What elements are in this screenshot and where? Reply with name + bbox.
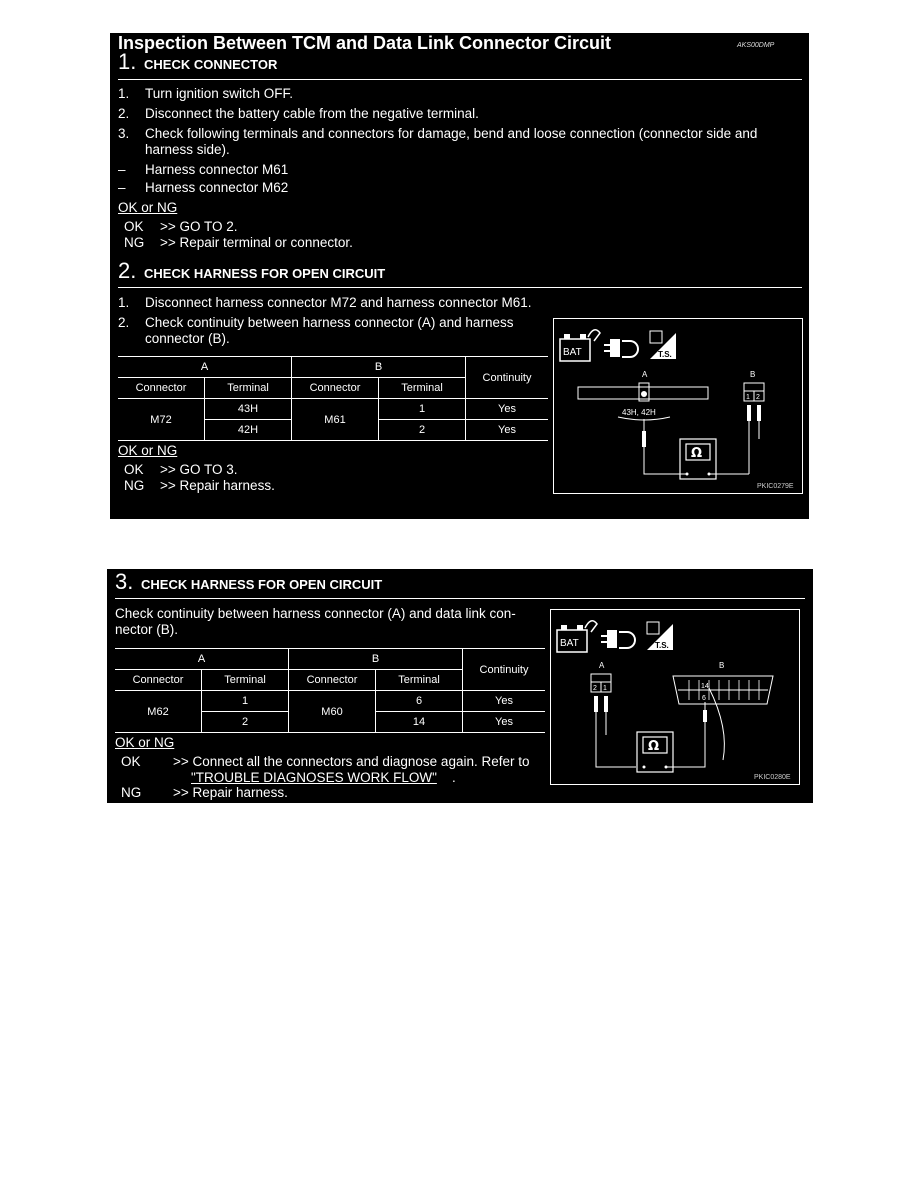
table1-row2-terminal-b: 2 [379,420,466,441]
fig1-terminals-a: 43H, 42H [622,408,656,417]
step2-ok-action: >> GO TO 3. [160,462,238,477]
table1-row2-terminal-a: 42H [205,420,292,441]
step1-ok-action: >> GO TO 2. [160,219,238,234]
fig2-term-a-1: 1 [603,685,607,692]
ohm-symbol: Ω [648,739,660,754]
table2-connector-b: M60 [289,691,376,733]
step3-ng-key: NG [121,785,142,800]
step3-intro-line2: nector (B). [115,622,179,637]
step2-ng-key: NG [124,478,145,493]
tester-icon [647,622,673,650]
table2-sub-connector-a: Connector [115,670,202,691]
table2-row2-terminal-b: 14 [376,712,463,733]
table1-row1-continuity: Yes [466,399,549,420]
step2-title: CHECK HARNESS FOR OPEN CIRCUIT [144,266,386,281]
fig2-term-6: 6 [702,695,706,702]
harness-connector-b [744,383,764,391]
step2-ng-action: >> Repair harness. [160,478,275,493]
wiring-diagram-1 [554,319,802,493]
ohmmeter-icon [637,732,673,772]
step3-ok-key: OK [121,754,141,769]
fig2-code: PKIC0280E [754,774,791,781]
fig2-label-b: B [719,661,725,670]
table2-group-a: A [115,649,289,670]
step1-ok-key: OK [124,219,144,234]
step3-ok-period: . [452,770,456,785]
step1-number: 1. [118,49,137,74]
bat-label: BAT [563,347,582,358]
table2-sub-connector-b: Connector [289,670,376,691]
table1-sub-terminal-b: Terminal [379,378,466,399]
doc-code: AKS00DMP [737,42,775,49]
table1-group-a: A [118,357,292,378]
table2-row2-terminal-a: 2 [202,712,289,733]
table1-group-b: B [292,357,466,378]
step1-title: CHECK CONNECTOR [144,57,278,72]
table1-connector-b: M61 [292,399,379,441]
ohmmeter-icon [680,439,716,479]
step2-item-2: Check continuity between harness connector (A) and harness [145,315,514,330]
table1-sub-connector-b: Connector [292,378,379,399]
table2-sub-terminal-b: Terminal [376,670,463,691]
ohm-symbol: Ω [691,446,703,461]
table2-row1-terminal-a: 1 [202,691,289,712]
continuity-table-1 [118,356,548,441]
step1-item-3-cont: harness side). [145,142,230,157]
table1-row1-terminal-b: 1 [379,399,466,420]
wiring-figure-2 [550,609,800,785]
table1-row2-continuity: Yes [466,420,549,441]
fig1-label-b: B [750,370,756,379]
table1-row1-terminal-a: 43H [205,399,292,420]
fig1-label-a: A [642,370,648,379]
table1-sub-connector-a: Connector [118,378,205,399]
step1-item-1: Turn ignition switch OFF. [145,86,294,101]
step3-ng-action: >> Repair harness. [173,785,288,800]
step3-intro-line1: Check continuity between harness connector (A) and data link con- [115,606,516,621]
step2-item-1: Disconnect harness connector M72 and harness connector M61. [145,295,532,310]
step1-item-1-num: 1. [118,86,130,101]
step1-divider [118,79,802,80]
step1-item-5: Harness connector M62 [145,180,289,195]
page-title: Inspection Between TCM and Data Link Connector Circuit [118,33,612,53]
fig2-term-14: 14 [701,683,709,690]
table2-row1-continuity: Yes [463,691,546,712]
step3-divider [115,598,805,599]
step2-number: 2. [118,258,137,283]
data-link-connector-b [673,676,773,704]
table2-row1-terminal-b: 6 [376,691,463,712]
step3-ok-action: >> Connect all the connectors and diagnose again. Refer to [173,754,530,769]
fig1-term-b-1: 1 [746,394,750,401]
step1-item-2-num: 2. [118,106,130,121]
inspection-panel-2 [107,569,813,803]
step1-item-2: Disconnect the battery cable from the negative terminal. [145,106,479,121]
wiring-figure-1 [553,318,803,494]
inspection-panel-1 [110,33,809,519]
step1-item-3: Check following terminals and connectors for damage, bend and loose connection (connector side and [145,126,758,141]
battery-icon [560,330,600,361]
fig1-term-b-2: 2 [756,394,760,401]
step2-item-2-num: 2. [118,315,130,330]
wiring-diagram-2 [551,610,799,784]
table1-sub-terminal-a: Terminal [205,378,292,399]
harness-connector-a [591,674,611,682]
step1-okng-label: OK or NG [118,200,178,215]
step3-number: 3. [115,569,134,594]
table2-sub-terminal-a: Terminal [202,670,289,691]
battery-icon [557,621,597,652]
fig1-code: PKIC0279E [757,483,794,490]
table1-continuity-header: Continuity [466,357,549,399]
step2-item-1-num: 1. [118,295,130,310]
table2-continuity-header: Continuity [463,649,546,691]
step1-item-4-num: – [118,162,126,177]
step1-item-4: Harness connector M61 [145,162,289,177]
fig2-term-a-2: 2 [593,685,597,692]
table1-connector-a: M72 [118,399,205,441]
step2-divider [118,287,802,288]
table2-connector-a: M62 [115,691,202,733]
fig2-label-a: A [599,661,605,670]
table2-row2-continuity: Yes [463,712,546,733]
connector-disconnect-icon [601,630,635,648]
connector-disconnect-icon [604,339,638,357]
step1-ng-action: >> Repair terminal or connector. [160,235,353,250]
ts-label: T.S. [655,641,669,650]
step1-item-5-num: – [118,180,126,195]
step3-title: CHECK HARNESS FOR OPEN CIRCUIT [141,577,383,592]
table2-group-b: B [289,649,463,670]
continuity-table-2 [115,648,545,733]
step2-item-2-cont: connector (B). [145,331,230,346]
step1-ng-key: NG [124,235,145,250]
bat-label: BAT [560,638,579,649]
trouble-diagnoses-link[interactable]: "TROUBLE DIAGNOSES WORK FLOW" [191,770,437,785]
tester-icon [650,331,676,359]
step2-okng-label: OK or NG [118,443,178,458]
step2-ok-key: OK [124,462,144,477]
step1-item-3-num: 3. [118,126,130,141]
ts-label: T.S. [658,350,672,359]
step3-okng-label: OK or NG [115,735,175,750]
